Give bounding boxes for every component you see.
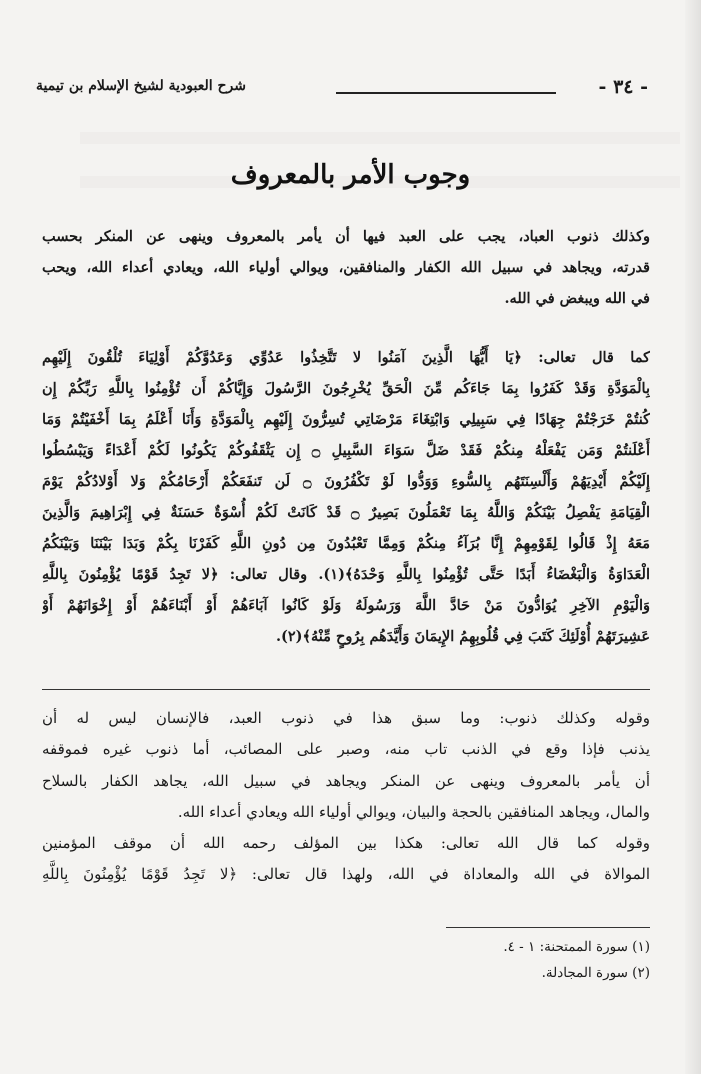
quran-citation [42, 342, 650, 652]
text-line: وقوله كما قال الله تعالى: هكذا بين المؤلف رحمه الله أن موقف المؤمنين [42, 834, 650, 853]
text-line: وكذلك ذنوب العباد، يجب على العبد فيها أن يأمر بالمعروف وينهى عن المنكر بحسب [42, 228, 650, 245]
text-line: قدرته، ويجاهد في سبيل الله الكفار والمنافقين، ويوالي أولياء الله، ويعادي أعداء الله، ويحب [42, 259, 650, 276]
text-line: كما قال تعالى: ﴿يَا أَيُّهَا الَّذِينَ آمَنُوا لا تَتَّخِذُوا عَدُوِّي وَعَدُوَّكُمْ أَوْلِيَاءَ تُلْقُونَ إِلَيْهِم [42, 349, 650, 366]
text-line: والمال، ويجاهد المنافقين بالحجة والبيان، ويوالي أولياء الله ويعادي أعداء الله. [177, 802, 650, 821]
running-head [36, 76, 648, 104]
text-line: يذنب فإذا وقع في الذنب تاب منه، وصبر على المصائب، أما ذنوب غيره فموقفه [42, 740, 650, 759]
text-line: أن يأمر بالمعروف وينهى عن المنكر ويجاهد في سبيل الله، يجاهد الكفار بالسلاح [42, 771, 650, 790]
text-line: أَعْلَنتُمْ وَمَن يَفْعَلْهُ مِنكُمْ فَقَدْ ضَلَّ سَوَاءَ السَّبِيلِ ۝ إِن يَثْقَفُوكُمْ يَكُونُوا لَكُمْ أَعْدَاءً وَيَبْسُطُوا [42, 442, 650, 459]
header-rule [336, 92, 556, 94]
text-line: إِلَيْكُمْ أَيْدِيَهُمْ وَأَلْسِنَتَهُم بِالسُّوءِ وَوَدُّوا لَوْ تَكْفُرُونَ ۝ لَن تَنفَعَكُمْ أَرْحَامُكُمْ وَلا أَوْلادُكُمْ يَوْمَ [42, 473, 650, 490]
sharh-commentary [42, 703, 650, 891]
footnotes [503, 934, 650, 986]
text-line: في الله ويبغض في الله. [504, 290, 650, 307]
section-rule [42, 689, 650, 690]
show-through [80, 132, 680, 144]
text-line: وَالْيَوْمِ الآخِرِ يُوَادُّونَ مَنْ حَادَّ اللَّهَ وَرَسُولَهُ وَلَوْ كَانُوا آبَاءَهُمْ أَوْ أَبْنَاءَهُمْ أَوْ إِخْوَانَهُمْ أَوْ [42, 597, 650, 614]
text-line: بِالْمَوَدَّةِ وَقَدْ كَفَرُوا بِمَا جَاءَكُم مِّنَ الْحَقِّ يُخْرِجُونَ الرَّسُولَ وَإِيَّاكُمْ أَن تُؤْمِنُوا بِاللَّهِ رَبِّكُمْ إِن [42, 380, 650, 397]
text-line: الموالاة في الله والمعاداة في الله، ولهذا قال تعالى: ﴿لا تَجِدُ قَوْمًا يُؤْمِنُونَ بِاللَّهِ [42, 865, 650, 884]
footnote: (٢) سورة المجادلة. [541, 965, 650, 981]
section-heading: وجوب الأمر بالمعروف [230, 160, 471, 190]
text-line: الْعَدَاوَةُ وَالْبَغْضَاءُ أَبَدًا حَتَّى تُؤْمِنُوا بِاللَّهِ وَحْدَهُ﴾(١). وقال تعالى: ﴿لا تَجِدُ قَوْمًا يُؤْمِنُونَ بِاللَّهِ [42, 566, 650, 583]
book-title: شرح العبودية لشيخ الإسلام بن تيمية [36, 78, 247, 94]
footnote-rule [446, 927, 650, 928]
text-line: الْقِيَامَةِ يَفْصِلُ بَيْنَكُمْ وَاللَّهُ بِمَا تَعْمَلُونَ بَصِيرٌ ۝ قَدْ كَانَتْ لَكُمْ أُسْوَةٌ حَسَنَةٌ فِي إِبْرَاهِيمَ وَالَّذِينَ [42, 504, 650, 521]
matn-paragraph [42, 221, 650, 314]
text-line: مَعَهُ إِذْ قَالُوا لِقَوْمِهِمْ إِنَّا بُرَآءُ مِنكُمْ وَمِمَّا تَعْبُدُونَ مِن دُونِ اللَّهِ كَفَرْنَا بِكُمْ وَبَدَا بَيْنَنَا وَبَيْنَكُمُ [42, 535, 650, 552]
text-line: عَشِيرَتَهُمْ أُوْلَئِكَ كَتَبَ فِي قُلُوبِهِمُ الإِيمَانَ وَأَيَّدَهُم بِرُوحٍ مِّنْهُ﴾(٢). [275, 628, 650, 645]
text-line: وقوله وكذلك ذنوب: وما سبق هذا في ذنوب العبد، فالإنسان ليس له أن [42, 709, 650, 727]
page-number: - ٣٤ - [598, 76, 648, 98]
text-line: كُنتُمْ خَرَجْتُمْ جِهَادًا فِي سَبِيلِي وَابْتِغَاءَ مَرْضَاتِي تُسِرُّونَ إِلَيْهِم بِالْمَوَدَّةِ وَأَنَا أَعْلَمُ بِمَا أَخْفَيْتُمْ وَمَا [42, 411, 650, 428]
footnote: (١) سورة الممتحنة: ١ - ٤. [503, 939, 650, 955]
